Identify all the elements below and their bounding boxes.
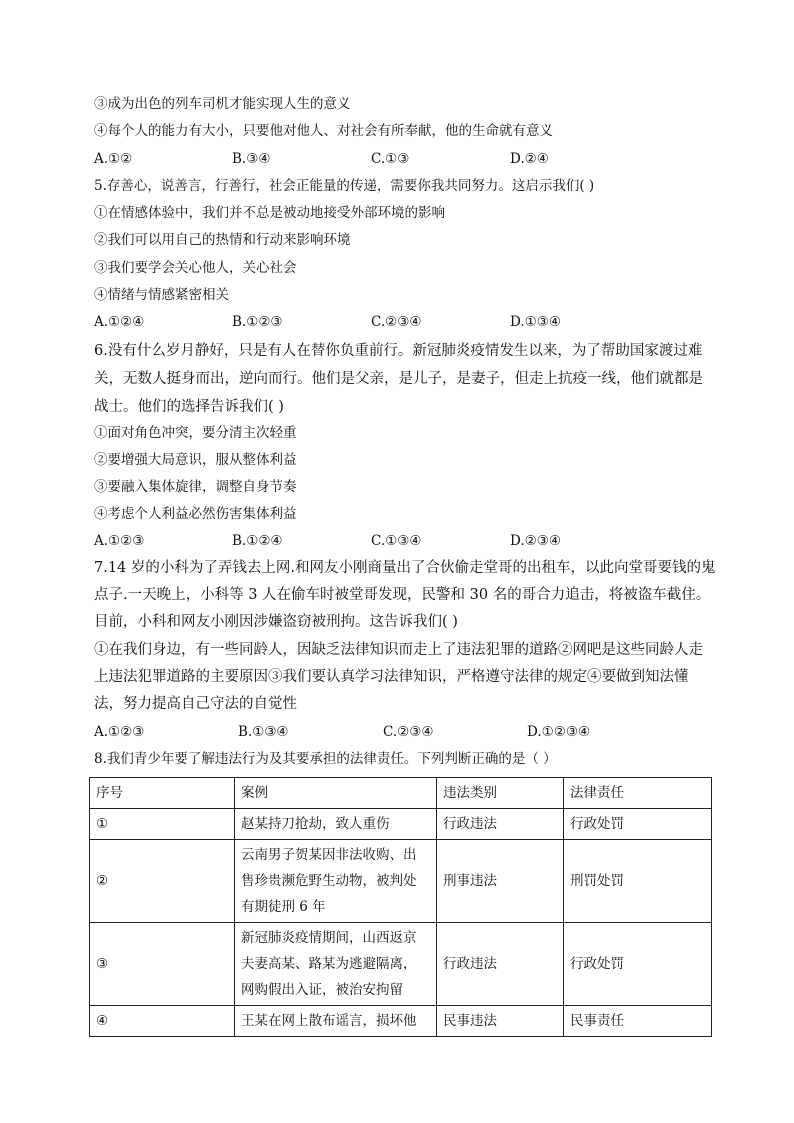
case-line: 售珍贵濒危野生动物，被判处 (241, 873, 417, 889)
q5-option-d[interactable]: D.①③④ (510, 314, 561, 330)
q7-statements-line-3: 法，努力提高自己守法的自觉性 (94, 696, 297, 712)
case-line: 云南男子贺某因非法收购、出 (241, 847, 417, 863)
row-legal-liability: 刑罚处罚 (564, 840, 712, 923)
q6-stem-line-3: 战士。他们的选择告诉我们( ) (94, 399, 284, 415)
q8-stem: 8.我们青少年要了解违法行为及其要承担的法律责任。下列判断正确的是（ ） (94, 751, 557, 767)
q4-option-c[interactable]: C.①③ (371, 151, 410, 167)
case-line: 夫妻高某、路某为逃避隔离， (241, 956, 417, 972)
case-line: 王某在网上散布谣言，损坏他 (241, 1013, 417, 1029)
q8-case-table (89, 777, 712, 1037)
row-number: ② (90, 840, 235, 923)
q7-statements-line-1: ①在我们身边，有一些同龄人，因缺乏法律知识而走上了违法犯罪的道路②网吧是这些同龄人走 (94, 642, 703, 658)
q6-options (94, 531, 714, 551)
q6-stem-line-2: 关，无数人挺身而出，逆向而行。他们是父亲，是儿子，是妻子，但走上抗疫一线，他们就都是 (94, 371, 703, 387)
q5-option-a[interactable]: A.①②④ (94, 314, 145, 330)
q7-option-c[interactable]: C.②③④ (383, 724, 434, 740)
q6-stem-line-1: 6.没有什么岁月静好，只是有人在替你负重前行。新冠肺炎疫情发生以来，为了帮助国家渡过难 (94, 343, 703, 359)
row-number: ③ (90, 923, 235, 1006)
row-number: ① (90, 809, 235, 840)
row-case (235, 840, 437, 923)
q6-statement-4: ④考虑个人利益必然伤害集体利益 (94, 506, 297, 522)
header-case: 案例 (235, 778, 437, 809)
q6-option-b[interactable]: B.①②④ (232, 533, 283, 549)
q6-statement-3: ③要融入集体旋律，调整自身节奏 (94, 479, 297, 495)
q6-option-d[interactable]: D.②③④ (510, 533, 561, 549)
row-legal-liability: 行政处罚 (564, 809, 712, 840)
case-line: 网购假出入证，被治安拘留 (241, 982, 403, 998)
q7-option-b[interactable]: B.①③④ (238, 724, 289, 740)
case-line: 赵某持刀抢劫，致人重伤 (241, 816, 390, 832)
row-violation-type: 民事违法 (437, 1006, 564, 1037)
q7-stem-line-1: 7.14 岁的小科为了弄钱去上网.和网友小刚商量出了合伙偷走堂哥的出租车，以此向堂哥要钱的鬼 (94, 560, 716, 576)
row-number: ④ (90, 1006, 235, 1037)
q6-statement-1: ①面对角色冲突，要分清主次轻重 (94, 425, 297, 441)
row-legal-liability: 民事责任 (564, 1006, 712, 1037)
row-case (235, 923, 437, 1006)
case-line: 新冠肺炎疫情期间，山西返京 (241, 930, 417, 946)
q6-option-c[interactable]: C.①③④ (371, 533, 422, 549)
q7-stem-line-2: 点子.一天晚上，小科等 3 人在偷车时被堂哥发现，民警和 30 名的哥合力追击，将被盗车截住。 (94, 587, 711, 603)
header-number: 序号 (90, 778, 235, 809)
q7-option-d[interactable]: D.①②③④ (527, 724, 591, 740)
header-violation-type: 违法类别 (437, 778, 564, 809)
q5-option-b[interactable]: B.①②③ (232, 314, 283, 330)
row-legal-liability: 行政处罚 (564, 923, 712, 1006)
q6-statement-2: ②要增强大局意识，服从整体利益 (94, 452, 297, 468)
q5-statement-1: ①在情感体验中，我们并不总是被动地接受外部环境的影响 (94, 205, 445, 221)
table-row (90, 923, 712, 1006)
q5-statement-3: ③我们要学会关心他人，关心社会 (94, 260, 297, 276)
case-line: 有期徒刑 6 年 (241, 899, 326, 915)
q4-option-b[interactable]: B.③④ (232, 151, 271, 167)
q7-statements-line-2: 上违法犯罪道路的主要原因③我们要认真学习法律知识，严格遵守法律的规定④要做到知法懂 (94, 669, 689, 685)
row-case (235, 809, 437, 840)
q7-option-a[interactable]: A.①②③ (94, 724, 145, 740)
row-violation-type: 刑事违法 (437, 840, 564, 923)
q5-statement-4: ④情绪与情感紧密相关 (94, 287, 229, 303)
row-case (235, 1006, 437, 1037)
q7-stem-line-3: 目前，小科和网友小刚因涉嫌盗窃被刑拘。这告诉我们( ) (94, 614, 458, 630)
q5-option-c[interactable]: C.②③④ (371, 314, 422, 330)
q4-statement-4: ④每个人的能力有大小，只要他对他人、对社会有所奉献，他的生命就有意义 (94, 123, 553, 139)
table-header-row (90, 778, 712, 809)
q5-stem: 5.存善心，说善言，行善行，社会正能量的传递，需要你我共同努力。这启示我们( ) (94, 178, 595, 194)
table-row (90, 1006, 712, 1037)
header-legal-liability: 法律责任 (564, 778, 712, 809)
q4-statement-3: ③成为出色的列车司机才能实现人生的意义 (94, 96, 351, 112)
q4-options (94, 149, 714, 169)
table-row (90, 809, 712, 840)
q7-options (94, 722, 714, 742)
q6-option-a[interactable]: A.①②③ (94, 533, 145, 549)
q4-option-d[interactable]: D.②④ (510, 151, 549, 167)
table-row (90, 840, 712, 923)
q5-statement-2: ②我们可以用自己的热情和行动来影响环境 (94, 232, 351, 248)
q4-option-a[interactable]: A.①② (94, 151, 133, 167)
q5-options (94, 312, 714, 332)
row-violation-type: 行政违法 (437, 923, 564, 1006)
row-violation-type: 行政违法 (437, 809, 564, 840)
